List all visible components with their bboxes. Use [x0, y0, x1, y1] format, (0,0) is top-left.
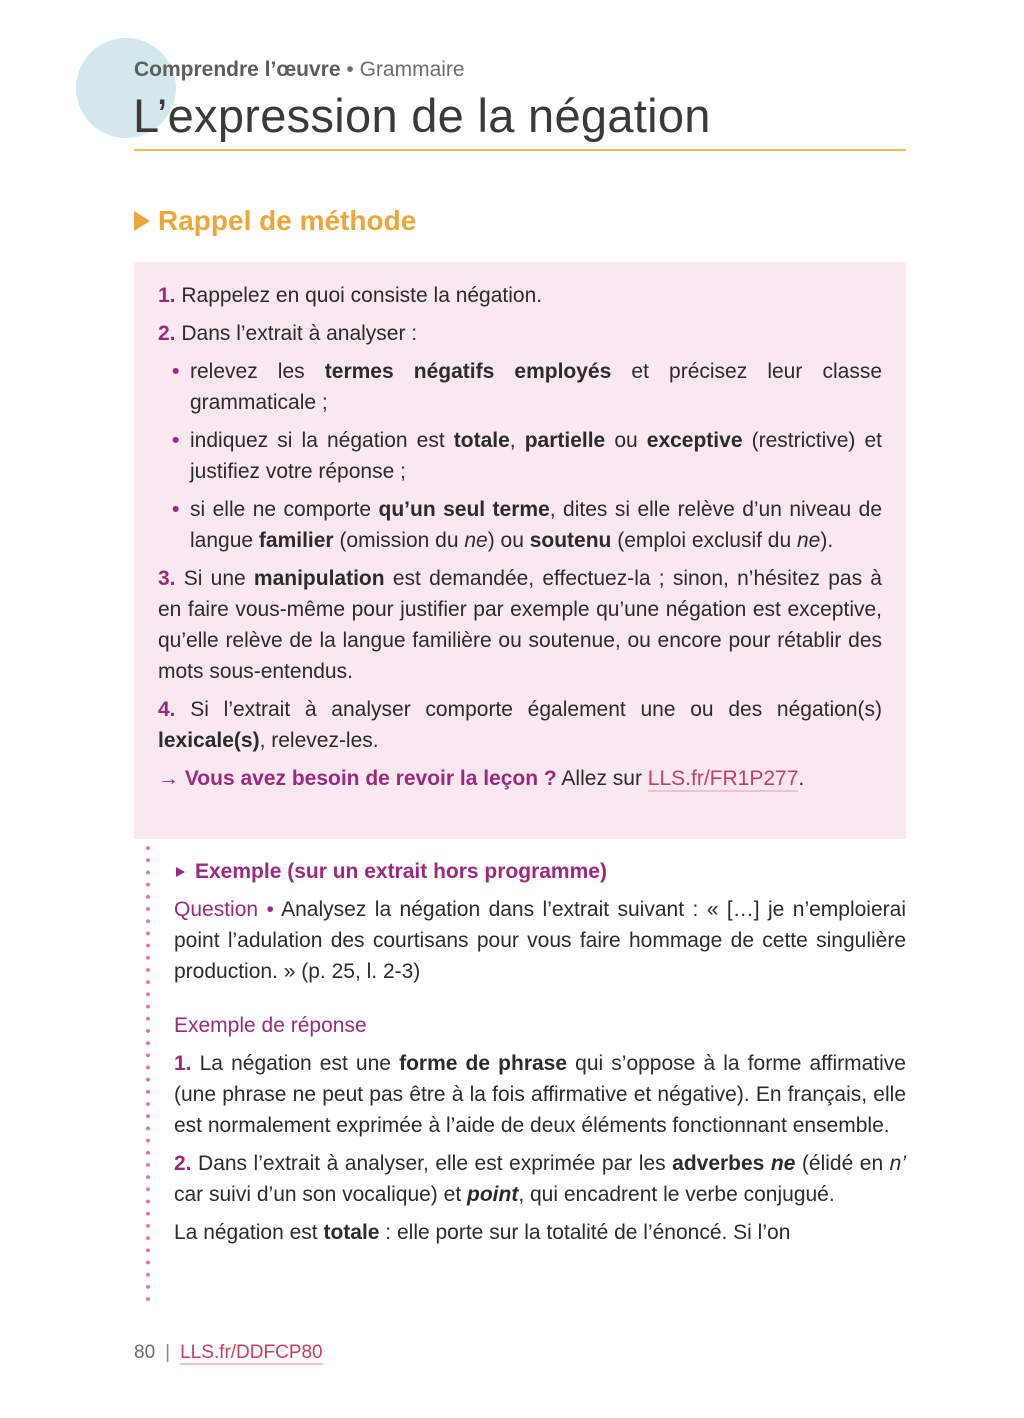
- footer-separator: |: [165, 1342, 171, 1363]
- text: La négation est une: [191, 1052, 400, 1075]
- breadcrumb-separator: •: [346, 58, 354, 81]
- bold-text: familier: [258, 529, 334, 552]
- item-number: 1.: [158, 284, 176, 307]
- text: , relevez-les.: [259, 729, 379, 752]
- bullet-icon: •: [172, 360, 180, 383]
- page-footer: [134, 1342, 323, 1364]
- answer-item-2: [174, 1148, 906, 1210]
- text: ) ou: [487, 529, 530, 552]
- bold-text: soutenu: [529, 529, 612, 552]
- method-box: [134, 262, 906, 839]
- item-number: 2.: [158, 322, 176, 345]
- answer-label: Exemple de réponse: [174, 1014, 367, 1037]
- text: , dites si elle relève d’un niveau de langue: [190, 498, 883, 552]
- bullet-icon: •: [172, 498, 180, 521]
- item-number: 3.: [158, 567, 176, 590]
- item-number: 4.: [158, 698, 176, 721]
- method-list: [158, 280, 882, 794]
- text: (restrictive) et justifiez votre réponse ;: [190, 429, 883, 483]
- breadcrumb-section: Comprendre l’œuvre: [134, 58, 341, 81]
- text: Allez sur: [556, 767, 648, 790]
- bold-text: termes négatifs employés: [324, 360, 612, 383]
- bold-text: exceptive: [646, 429, 743, 452]
- text: , qui encadrent le verbe conjugué.: [518, 1183, 835, 1206]
- item-text: Rappelez en quoi consiste la négation.: [181, 284, 543, 307]
- bold-italic-text: ne: [770, 1152, 796, 1175]
- bold-text: totale: [323, 1221, 380, 1244]
- bold-text: manipulation: [253, 567, 385, 590]
- example-section: [174, 856, 906, 1255]
- text: (emploi exclusif du: [611, 529, 797, 552]
- answer-item-3: [174, 1217, 906, 1248]
- example-heading-text: Exemple (sur un extrait hors programme): [195, 860, 607, 883]
- item-number: 1.: [174, 1052, 192, 1075]
- method-bullet-1: [158, 356, 882, 418]
- example-heading: [174, 856, 906, 887]
- page-title: L’expression de la négation: [133, 89, 711, 142]
- text: .: [798, 767, 805, 790]
- dotted-margin-line: [146, 842, 150, 1302]
- breadcrumb-subsection: Grammaire: [359, 58, 465, 81]
- bold-text: adverbes: [672, 1152, 771, 1175]
- method-item-3: [158, 563, 882, 687]
- item-number: 2.: [174, 1152, 192, 1175]
- footer-link[interactable]: LLS.fr/DDFCP80: [180, 1342, 323, 1363]
- text: si elle ne comporte: [190, 498, 379, 521]
- page-number: 80: [134, 1342, 156, 1363]
- text: ,: [509, 429, 525, 452]
- method-item-1: [158, 280, 882, 311]
- text: car suivi d’un son vocalique) et: [174, 1183, 467, 1206]
- bold-text: forme de phrase: [399, 1052, 568, 1075]
- lesson-question: Vous avez besoin de revoir la leçon ?: [184, 767, 557, 790]
- bold-text: totale: [453, 429, 510, 452]
- text: (élidé en: [795, 1152, 890, 1175]
- text: indiquez si la négation est: [190, 429, 454, 452]
- text: La négation est: [174, 1221, 324, 1244]
- method-item-2: [158, 318, 882, 349]
- question: [174, 894, 906, 987]
- italic-text: ne: [796, 529, 821, 552]
- bold-italic-text: point: [467, 1183, 519, 1206]
- text: relevez les: [190, 360, 325, 383]
- section-heading-text: Rappel de méthode: [158, 205, 417, 236]
- lesson-link-line: [158, 763, 882, 794]
- question-text: Analysez la négation dans l’extrait suivant : « […] je n’emploierai point l’adulation des courtisans pour vous faire hommage de cette singulière production. » (p. 25, l. 2-3): [174, 898, 906, 983]
- bold-text: partielle: [524, 429, 606, 452]
- text: Si l’extrait à analyser comporte également une ou des négation(s): [190, 698, 882, 721]
- method-item-4: [158, 694, 882, 756]
- text: qui s’oppose à la forme affirmative (une phrase ne peut pas être à la fois affirmative et négative). En français, elle est normalement exprimée à l’aide de deux éléments fonctionnant ensemble.: [174, 1052, 906, 1137]
- text: Si une: [183, 567, 254, 590]
- text: : elle porte sur la totalité de l’énoncé. Si l’on: [379, 1221, 791, 1244]
- bullet-icon: •: [172, 429, 180, 452]
- answer-item-1: [174, 1048, 906, 1141]
- bold-text: lexicale(s): [158, 729, 260, 752]
- spacer: [174, 994, 906, 1010]
- italic-text: ne: [464, 529, 488, 552]
- text: et précisez leur classe grammaticale ;: [190, 360, 882, 414]
- section-heading: [134, 205, 416, 237]
- text: (omission du: [333, 529, 465, 552]
- text: ou: [605, 429, 647, 452]
- triangle-icon: [176, 867, 185, 877]
- lesson-link[interactable]: LLS.fr/FR1P277: [647, 767, 799, 790]
- item-text: Dans l’extrait à analyser :: [181, 322, 418, 345]
- italic-text: n’: [889, 1152, 906, 1175]
- text: Dans l’extrait à analyser, elle est exprimée par les: [191, 1152, 673, 1175]
- bold-text: qu’un seul terme: [378, 498, 550, 521]
- title-underline: [134, 149, 906, 151]
- text: ).: [820, 529, 834, 552]
- question-label: Question •: [174, 898, 274, 921]
- arrow-right-icon: →: [158, 767, 179, 790]
- triangle-icon: [134, 211, 150, 231]
- text: est demandée, effectuez-la ; sinon, n’hésitez pas à en faire vous-même pour justifier par exemple qu’une négation est exceptive, qu’elle relève de la langue familière ou soutenue, ou encore pour rétablir des mots sous-entendus.: [158, 567, 882, 683]
- breadcrumb: [134, 58, 465, 82]
- method-bullet-2: [158, 425, 882, 487]
- method-bullet-3: [158, 494, 882, 556]
